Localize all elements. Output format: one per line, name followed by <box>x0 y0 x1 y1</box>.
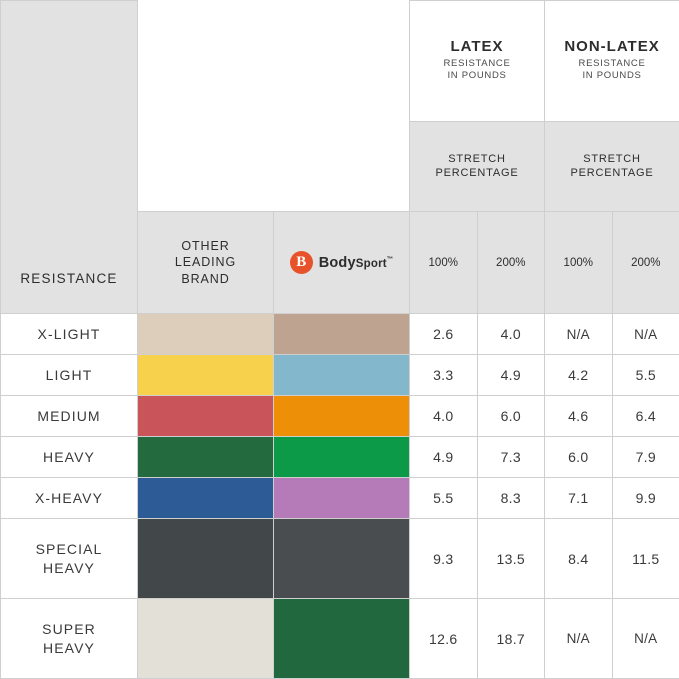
value-latex-100: 4.0 <box>410 396 478 437</box>
value-latex-200: 13.5 <box>477 519 545 599</box>
other-brand-color-swatch <box>138 314 274 355</box>
value-nonlatex-200: 9.9 <box>612 478 679 519</box>
row-label-line1: SUPER <box>42 620 96 637</box>
group-header-latex-label: LATEX <box>450 38 504 56</box>
value-nonlatex-100: N/A <box>545 599 613 679</box>
row-label-medium: MEDIUM <box>1 396 138 437</box>
value-latex-100: 12.6 <box>410 599 478 679</box>
table-row <box>1 314 679 355</box>
bodysport-word-body: Body <box>318 254 356 271</box>
bodysport-color-swatch <box>274 314 410 355</box>
row-label-line1: SPECIAL <box>35 540 103 557</box>
bodysport-logo-lockup <box>290 251 394 274</box>
value-latex-200: 4.0 <box>477 314 545 355</box>
pct-header-nonlatex-200: 200% <box>612 211 679 313</box>
table-row <box>1 437 679 478</box>
pct-header-nonlatex-100: 100% <box>545 211 613 313</box>
pct-header-latex-200: 200% <box>477 211 545 313</box>
header-bodysport-brand <box>274 211 410 313</box>
group-header-latex <box>410 1 545 122</box>
other-brand-color-swatch <box>138 396 274 437</box>
value-nonlatex-100: 8.4 <box>545 519 613 599</box>
value-latex-100: 3.3 <box>410 355 478 396</box>
stretch-header-latex: STRETCH PERCENTAGE <box>410 122 545 212</box>
row-label-super-heavy <box>1 599 138 679</box>
group-header-nonlatex-sub2: IN POUNDS <box>582 70 642 81</box>
other-brand-color-swatch <box>138 478 274 519</box>
header-other-line2: LEADING <box>174 255 237 270</box>
bodysport-color-swatch <box>274 519 410 599</box>
row-label-light: LIGHT <box>1 355 138 396</box>
value-nonlatex-100: 7.1 <box>545 478 613 519</box>
value-latex-200: 7.3 <box>477 437 545 478</box>
bodysport-color-swatch <box>274 599 410 679</box>
row-label-line2: HEAVY <box>43 639 95 656</box>
value-nonlatex-200: 6.4 <box>612 396 679 437</box>
bodysport-color-swatch <box>274 396 410 437</box>
value-nonlatex-100: 4.2 <box>545 355 613 396</box>
group-header-latex-sub2: IN POUNDS <box>447 70 507 81</box>
header-other-line1: OTHER <box>181 239 230 254</box>
bodysport-b-icon: B <box>290 251 313 274</box>
row-label-x-heavy: X-HEAVY <box>1 478 138 519</box>
header-resistance: RESISTANCE <box>1 1 138 314</box>
bodysport-color-swatch <box>274 478 410 519</box>
other-brand-color-swatch <box>138 437 274 478</box>
value-nonlatex-200: N/A <box>612 314 679 355</box>
header-bodysport-spacer <box>274 1 410 212</box>
row-label-x-light: X-LIGHT <box>1 314 138 355</box>
value-latex-200: 18.7 <box>477 599 545 679</box>
group-header-nonlatex-label: NON-LATEX <box>564 38 660 56</box>
value-nonlatex-100: 6.0 <box>545 437 613 478</box>
row-label-line2: HEAVY <box>43 559 95 576</box>
group-header-nonlatex <box>545 1 679 122</box>
bodysport-word-sport: Sport <box>355 257 387 270</box>
bodysport-wordmark <box>319 255 394 271</box>
group-header-nonlatex-sub1: RESISTANCE <box>578 58 646 70</box>
value-latex-100: 2.6 <box>410 314 478 355</box>
value-nonlatex-100: 4.6 <box>545 396 613 437</box>
group-header-latex-sub1: RESISTANCE <box>443 58 511 70</box>
value-nonlatex-200: 7.9 <box>612 437 679 478</box>
table-row <box>1 396 679 437</box>
value-latex-200: 4.9 <box>477 355 545 396</box>
bodysport-color-swatch <box>274 355 410 396</box>
other-brand-color-swatch <box>138 519 274 599</box>
table-row <box>1 355 679 396</box>
row-label-heavy: HEAVY <box>1 437 138 478</box>
value-nonlatex-200: N/A <box>612 599 679 679</box>
table-row <box>1 478 679 519</box>
row-label-special-heavy <box>1 519 138 599</box>
value-latex-200: 8.3 <box>477 478 545 519</box>
pct-header-latex-100: 100% <box>410 211 478 313</box>
trademark-symbol: ™ <box>386 255 394 263</box>
value-latex-100: 9.3 <box>410 519 478 599</box>
value-nonlatex-200: 5.5 <box>612 355 679 396</box>
other-brand-color-swatch <box>138 599 274 679</box>
table-row <box>1 519 679 599</box>
value-latex-200: 6.0 <box>477 396 545 437</box>
header-other-leading-brand <box>138 211 274 313</box>
stretch-header-nonlatex: STRETCH PERCENTAGE <box>545 122 679 212</box>
bodysport-color-swatch <box>274 437 410 478</box>
value-latex-100: 4.9 <box>410 437 478 478</box>
header-other-brand-spacer <box>138 1 274 212</box>
table-row <box>1 599 679 679</box>
value-nonlatex-200: 11.5 <box>612 519 679 599</box>
other-brand-color-swatch <box>138 355 274 396</box>
value-nonlatex-100: N/A <box>545 314 613 355</box>
table-header-row-groups <box>1 1 679 122</box>
header-other-line3: BRAND <box>181 271 230 286</box>
value-latex-100: 5.5 <box>410 478 478 519</box>
